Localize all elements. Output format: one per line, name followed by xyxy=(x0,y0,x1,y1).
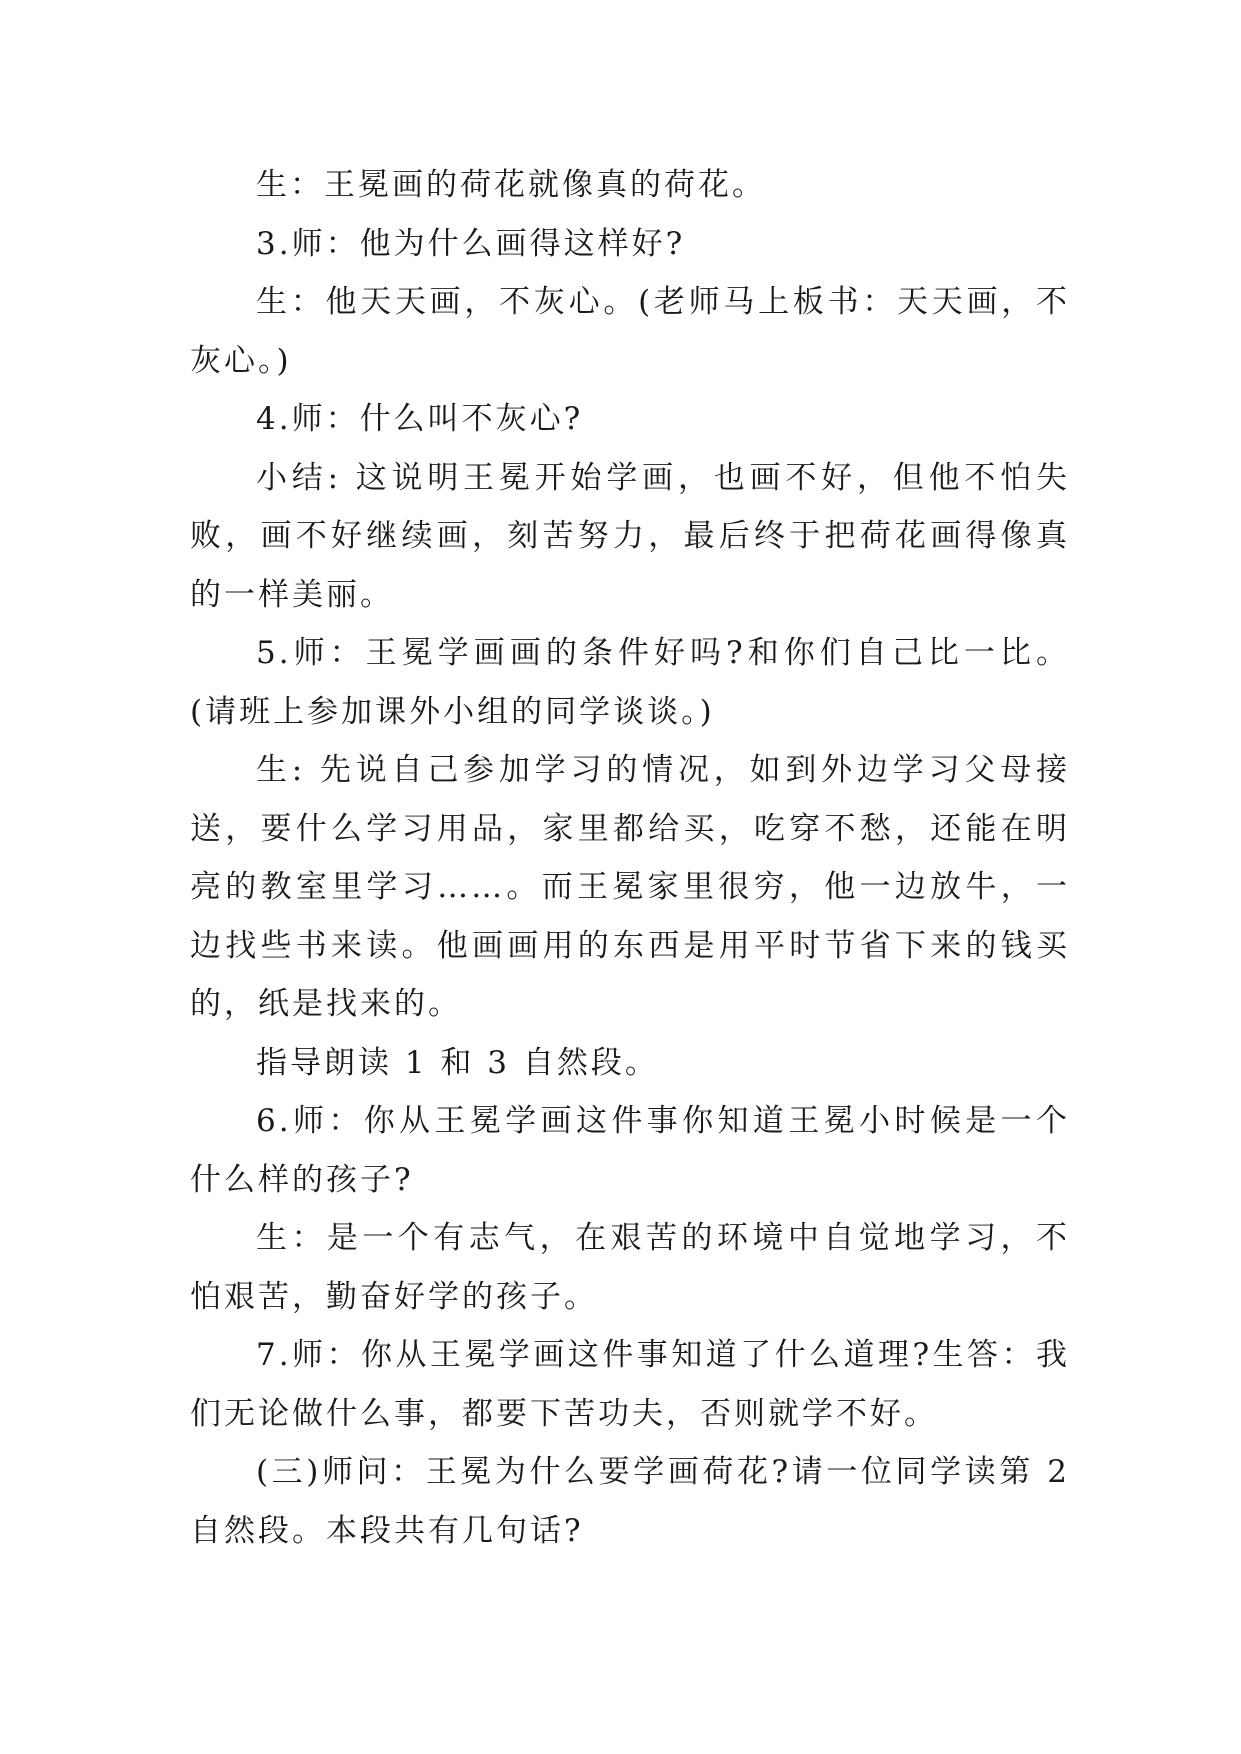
paragraph-student-answer-4: 生：是一个有志气，在艰苦的环境中自觉地学习，不怕艰苦，勤奋好学的孩子。 xyxy=(190,1220,1070,1315)
paragraph-question-7: 7.师：你从王冕学画这件事知道了什么道理?生答：我们无论做什么事，都要下苦功夫，否则就学不好。 xyxy=(190,1337,1070,1432)
paragraph-question-5: 5.师：王冕学画画的条件好吗?和你们自己比一比。(请班上参加课外小组的同学谈谈。) xyxy=(190,635,1070,730)
document-body xyxy=(190,156,1070,1560)
paragraph-reading-guidance: 指导朗读 1 和 3 自然段。 xyxy=(256,1044,659,1081)
paragraph-question-3: 3.师：他为什么画得这样好? xyxy=(256,225,686,262)
paragraph-section-3-question: (三)师问：王冕为什么要学画荷花?请一位同学读第 2 自然段。本段共有几句话? xyxy=(190,1454,1070,1549)
paragraph-student-answer-2: 生：他天天画，不灰心。(老师马上板书：天天画，不灰心。) xyxy=(190,284,1070,379)
paragraph-summary: 小结: 这说明王冕开始学画，也画不好，但他不怕失败，画不好继续画，刻苦努力，最后终于把荷花画得像真的一样美丽。 xyxy=(190,459,1070,613)
paragraph-student-answer-1: 生：王冕画的荷花就像真的荷花。 xyxy=(256,167,766,203)
paragraph-question-4: 4.师：什么叫不灰心? xyxy=(256,401,584,437)
paragraph-question-6: 6.师：你从王冕学画这件事你知道王冕小时候是一个什么样的孩子? xyxy=(190,1103,1070,1198)
paragraph-student-answer-3: 生: 先说自己参加学习的情况，如到外边学习父母接送，要什么学习用品，家里都给买，吃穿不愁，还能在明亮的教室里学习……。而王冕家里很穷，他一边放牛，一边找些书来读。他画画用的东西是用平时节省下来的钱买的，纸是找来的。 xyxy=(190,752,1070,1022)
